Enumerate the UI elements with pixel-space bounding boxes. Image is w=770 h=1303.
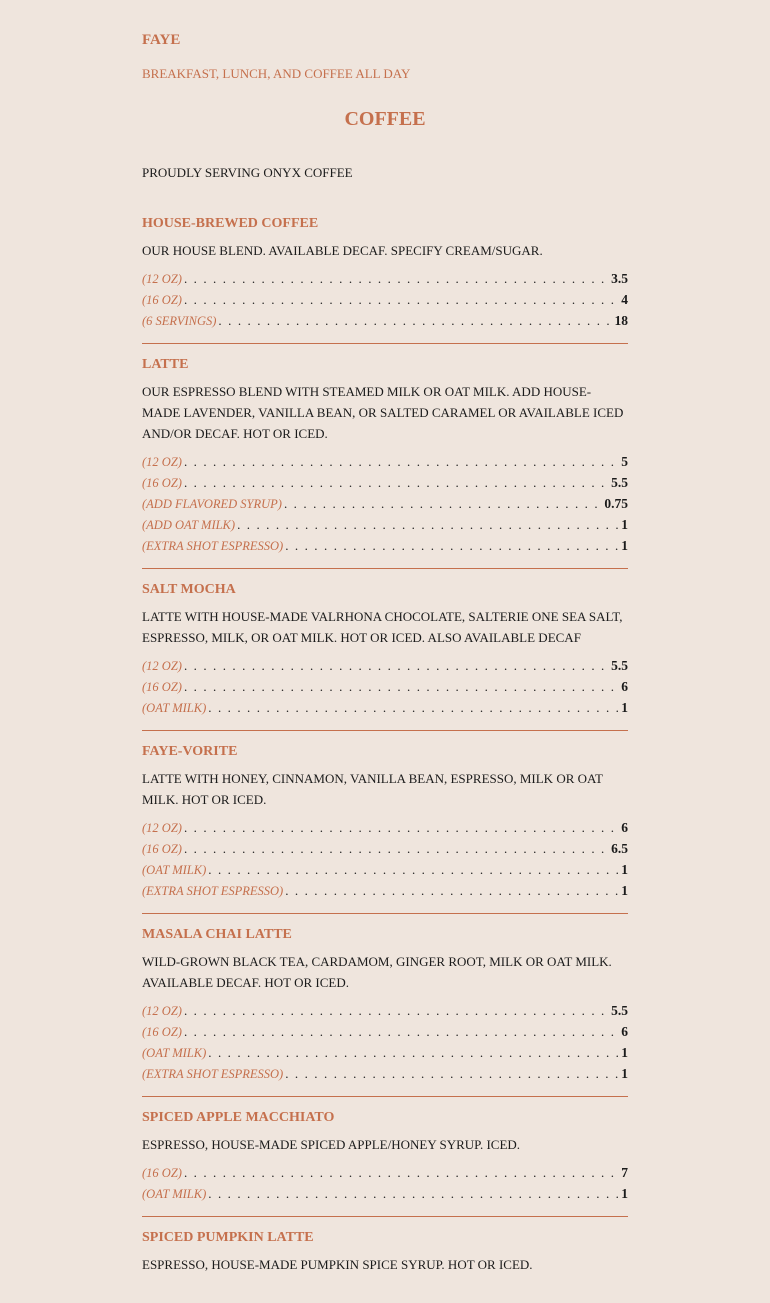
price-value: 1 (621, 517, 628, 532)
price-row (142, 451, 628, 472)
price-value: 1 (621, 700, 628, 715)
brand-name[interactable]: FAYE (142, 32, 181, 48)
menu-item-name: SPICED APPLE MACCHIATO (142, 1110, 335, 1125)
dot-leader (182, 1162, 621, 1183)
menu-items-list (142, 214, 628, 1294)
price-value: 6.5 (611, 841, 628, 856)
price-size-label: (EXTRA SHOT ESPRESSO) (142, 539, 284, 553)
price-size-label: (12 OZ) (142, 455, 182, 469)
price-size-label: (12 OZ) (142, 272, 182, 286)
price-size-label: (16 OZ) (142, 842, 182, 856)
dot-leader (182, 838, 611, 859)
menu-item-description: ESPRESSO, HOUSE-MADE SPICED APPLE/HONEY SYRUP. ICED. (142, 1137, 521, 1152)
dot-leader (182, 655, 611, 676)
price-value: 7 (621, 1165, 628, 1180)
price-row (142, 493, 628, 514)
price-value: 1 (621, 538, 628, 553)
price-row (142, 697, 628, 718)
price-row (142, 268, 628, 289)
price-value: 6 (621, 679, 628, 694)
price-row (142, 535, 628, 556)
menu-item (142, 355, 628, 569)
menu-item (142, 580, 628, 731)
menu-item (142, 1108, 628, 1217)
dot-leader (283, 535, 621, 556)
menu-item (142, 214, 628, 344)
price-size-label: (OAT MILK) (142, 863, 207, 877)
menu-item-name: FAYE-VORITE (142, 744, 238, 759)
price-row (142, 514, 628, 535)
dot-leader (282, 493, 604, 514)
dot-leader (206, 859, 621, 880)
price-value: 1 (621, 1186, 628, 1201)
price-size-label: (12 OZ) (142, 659, 182, 673)
menu-page (142, 0, 628, 1294)
menu-item (142, 925, 628, 1097)
menu-item-description: LATTE WITH HOUSE-MADE VALRHONA CHOCOLATE, SALTERIE ONE SEA SALT, ESPRESSO, MILK, OR OAT MILK. HOT OR ICED. ALSO AVAILABLE DECAF (142, 609, 623, 645)
section-title: COFFEE (344, 108, 426, 130)
price-size-label: (OAT MILK) (142, 1046, 207, 1060)
price-row (142, 310, 628, 331)
price-size-label: (16 OZ) (142, 1025, 182, 1039)
dot-leader (216, 310, 614, 331)
dot-leader (182, 451, 621, 472)
menu-item-name: SALT MOCHA (142, 582, 236, 597)
menu-item (142, 1228, 628, 1294)
price-value: 4 (621, 292, 628, 307)
menu-item-description: ESPRESSO, HOUSE-MADE PUMPKIN SPICE SYRUP. HOT OR ICED. (142, 1257, 533, 1272)
price-size-label: (OAT MILK) (142, 701, 207, 715)
price-row (142, 655, 628, 676)
price-value: 5.5 (611, 1003, 628, 1018)
price-row (142, 1021, 628, 1042)
price-size-label: (ADD FLAVORED SYRUP) (142, 497, 282, 511)
menu-item (142, 742, 628, 914)
brand-tagline: BREAKFAST, LUNCH, AND COFFEE ALL DAY (142, 66, 411, 81)
dot-leader (182, 1000, 611, 1021)
menu-item-name: MASALA CHAI LATTE (142, 927, 292, 942)
price-size-label: (OAT MILK) (142, 1187, 207, 1201)
dot-leader (182, 268, 611, 289)
price-row (142, 1162, 628, 1183)
dot-leader (182, 676, 621, 697)
menu-item-description: LATTE WITH HONEY, CINNAMON, VANILLA BEAN, ESPRESSO, MILK OR OAT MILK. HOT OR ICED. (142, 771, 603, 807)
price-value: 18 (614, 313, 628, 328)
price-size-label: (6 SERVINGS) (142, 314, 217, 328)
menu-item-name: HOUSE-BREWED COFFEE (142, 216, 319, 231)
price-row (142, 1000, 628, 1021)
price-value: 0.75 (604, 496, 628, 511)
price-row (142, 676, 628, 697)
dot-leader (182, 472, 611, 493)
price-value: 5 (621, 454, 628, 469)
price-size-label: (EXTRA SHOT ESPRESSO) (142, 884, 284, 898)
dot-leader (182, 1021, 621, 1042)
price-size-label: (16 OZ) (142, 1166, 182, 1180)
menu-item-description: WILD-GROWN BLACK TEA, CARDAMOM, GINGER ROOT, MILK OR OAT MILK. AVAILABLE DECAF. HOT OR ICED. (142, 954, 612, 990)
price-size-label: (16 OZ) (142, 293, 182, 307)
price-value: 5.5 (611, 475, 628, 490)
dot-leader (206, 1183, 621, 1204)
price-size-label: (16 OZ) (142, 476, 182, 490)
price-size-label: (12 OZ) (142, 821, 182, 835)
price-size-label: (16 OZ) (142, 680, 182, 694)
price-size-label: (EXTRA SHOT ESPRESSO) (142, 1067, 284, 1081)
price-row (142, 1042, 628, 1063)
price-value: 6 (621, 1024, 628, 1039)
menu-item-name: SPICED PUMPKIN LATTE (142, 1230, 314, 1245)
price-value: 1 (621, 883, 628, 898)
price-row (142, 817, 628, 838)
price-row (142, 472, 628, 493)
price-row (142, 1183, 628, 1204)
price-size-label: (12 OZ) (142, 1004, 182, 1018)
dot-leader (206, 697, 621, 718)
price-row (142, 859, 628, 880)
price-value: 5.5 (611, 658, 628, 673)
price-size-label: (ADD OAT MILK) (142, 518, 236, 532)
dot-leader (283, 1063, 621, 1084)
price-value: 3.5 (611, 271, 628, 286)
price-value: 1 (621, 1066, 628, 1081)
menu-item-description: OUR HOUSE BLEND. AVAILABLE DECAF. SPECIFY CREAM/SUGAR. (142, 243, 543, 258)
price-value: 6 (621, 820, 628, 835)
dot-leader (206, 1042, 621, 1063)
dot-leader (182, 817, 621, 838)
price-row (142, 1063, 628, 1084)
menu-item-name: LATTE (142, 357, 189, 372)
dot-leader (182, 289, 621, 310)
menu-item-description: OUR ESPRESSO BLEND WITH STEAMED MILK OR OAT MILK. ADD HOUSE-MADE LAVENDER, VANILLA BEAN, OR SALTED CARAMEL OR AVAILABLE ICED AND/OR DECAF. HOT OR ICED. (142, 384, 624, 441)
dot-leader (235, 514, 621, 535)
dot-leader (283, 880, 621, 901)
price-row (142, 289, 628, 310)
price-row (142, 838, 628, 859)
price-value: 1 (621, 862, 628, 877)
price-value: 1 (621, 1045, 628, 1060)
price-row (142, 880, 628, 901)
section-subtitle: PROUDLY SERVING ONYX COFFEE (142, 165, 353, 180)
